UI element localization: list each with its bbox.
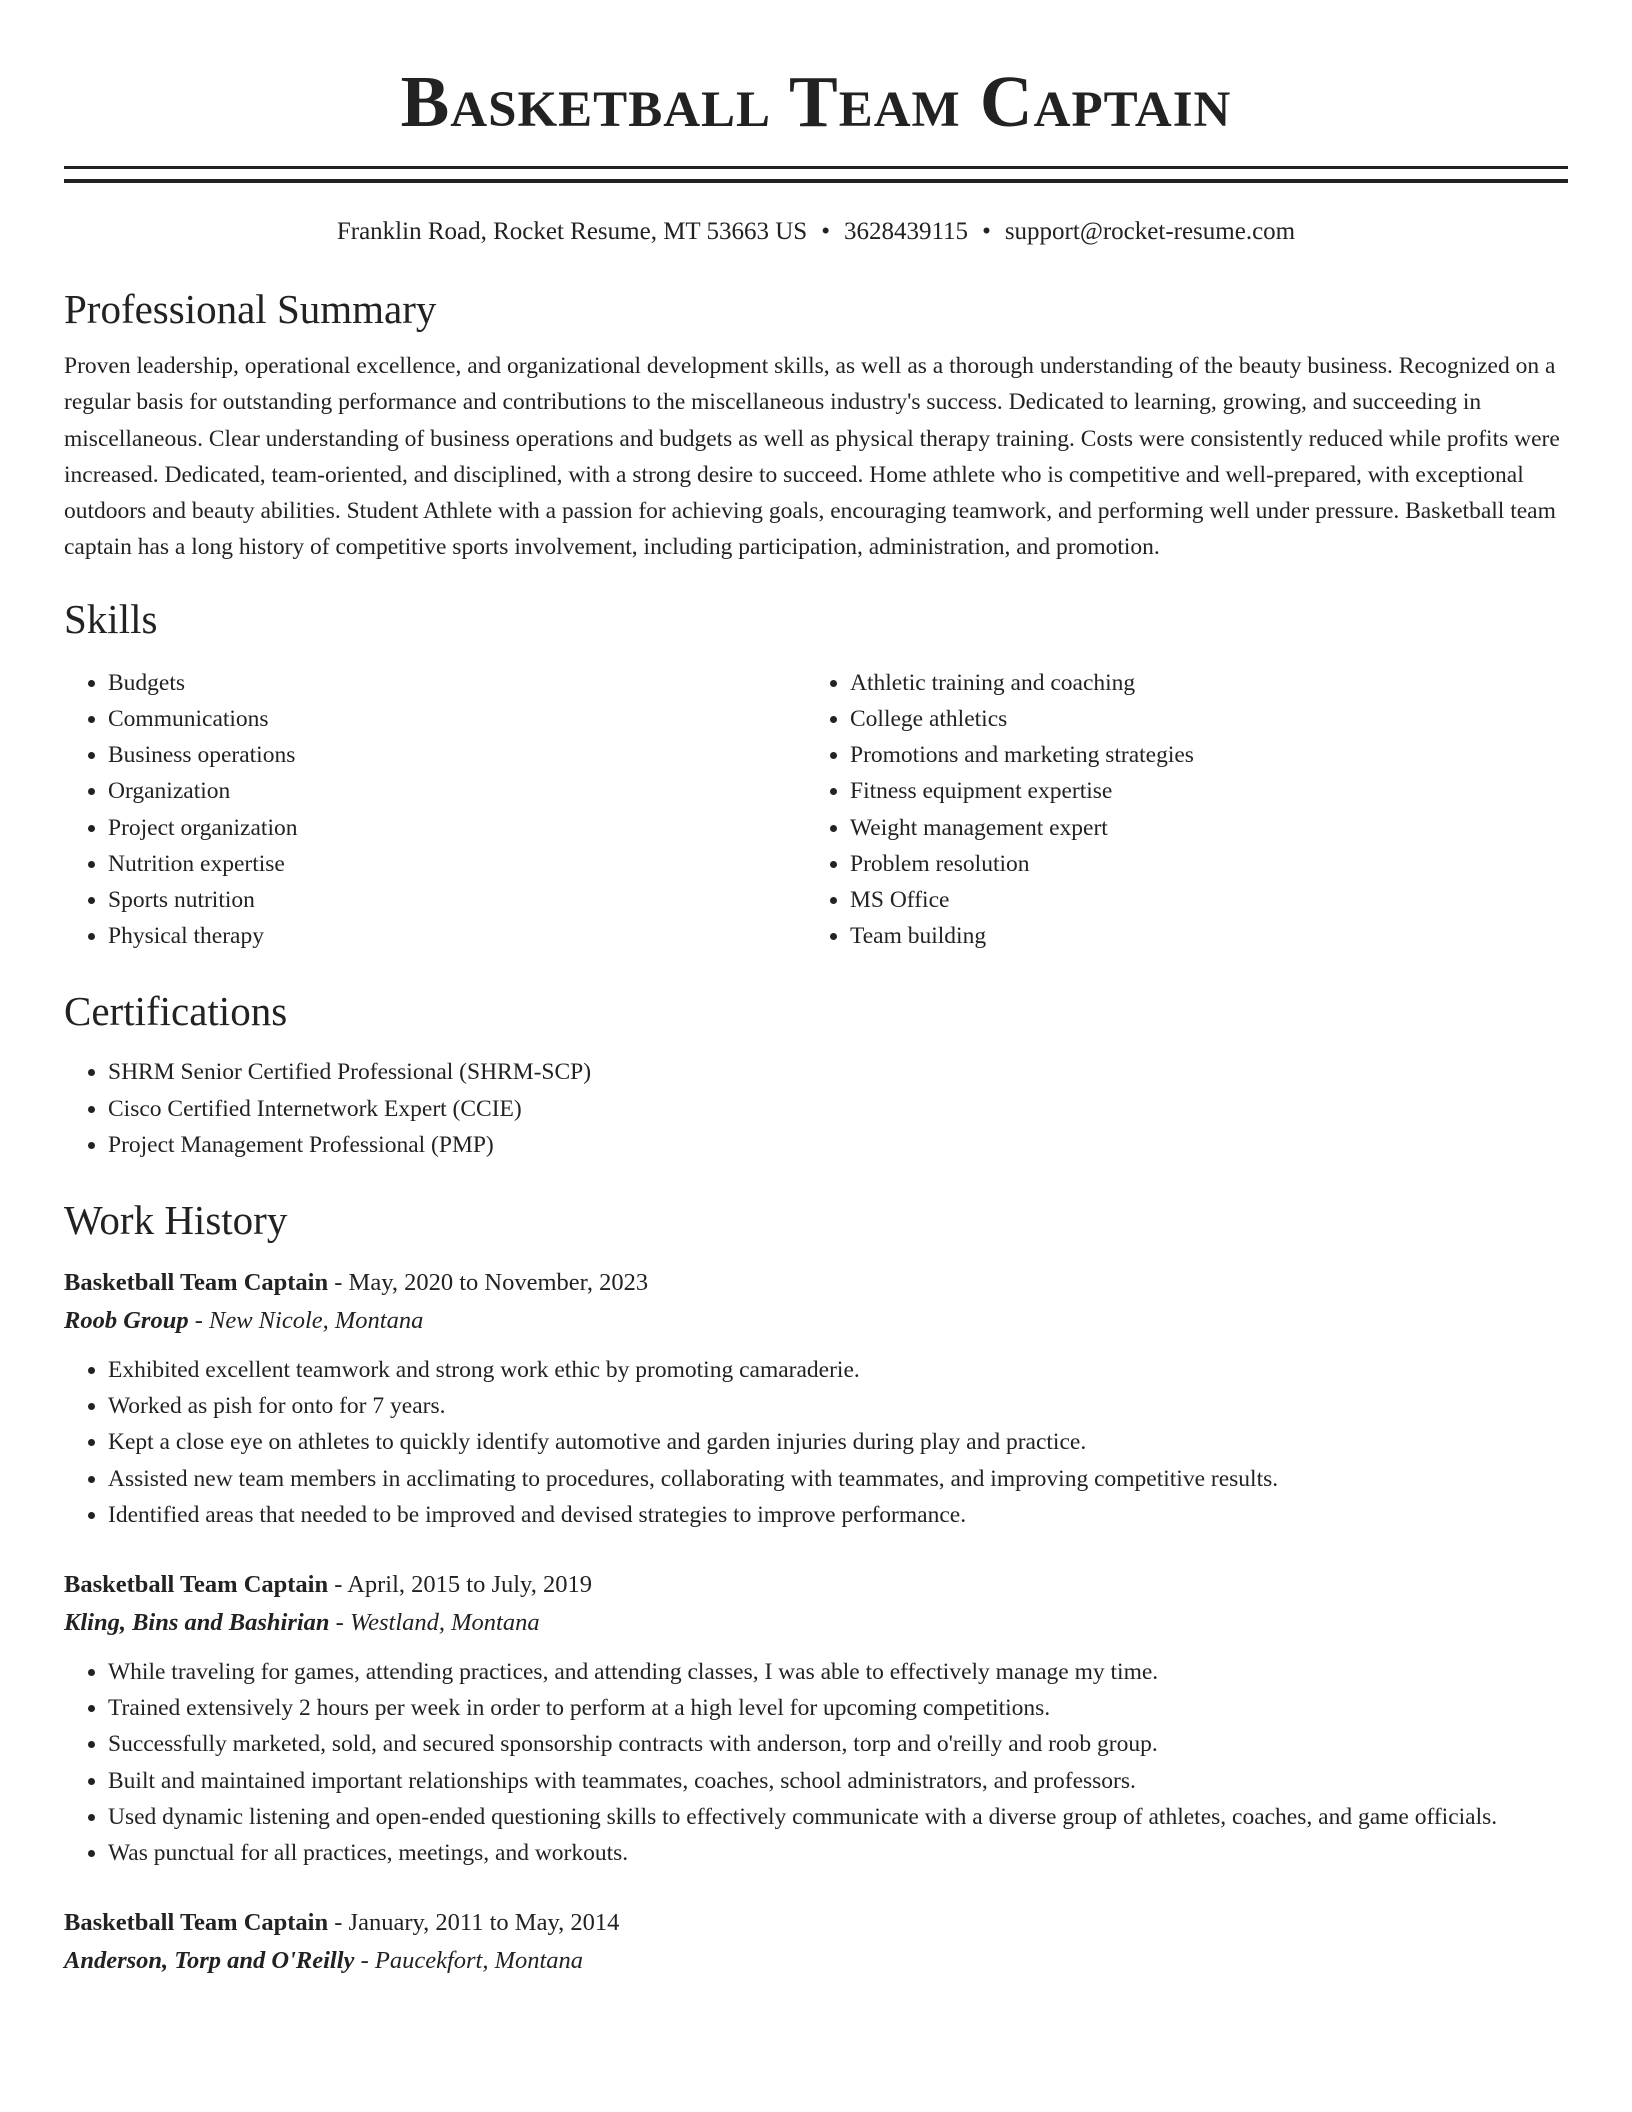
job-company: Anderson, Torp and O'Reilly (64, 1947, 355, 1975)
section-title-summary: Professional Summary (64, 286, 437, 332)
skills-columns (64, 665, 1568, 955)
summary-text: Proven leadership, operational excellence, and organizational development skills, as well as a thorough understanding of the beauty business. Recognized on a regular basis for outstanding performance and contributions to the miscellaneous industry's success. Dedicated to learning, growing, and succeeding in miscellaneous. Clear understanding of business operations and budgets as well as physical therapy training. Costs were consistently reduced while profits were increased. Dedicated, team-oriented, and disciplined, with a strong desire to succeed. Home athlete who is competitive and well-prepared, with exceptional outdoors and beauty abilities. Student Athlete with a passion for achieving goals, encouraging teamwork, and performing well under pressure. Basketball team captain has a long history of competitive sports involvement, including participation, administration, and promotion. (64, 353, 1560, 561)
job-bullet: • Identified areas that needed to be improved and devised strategies to improve performance. (108, 1497, 1568, 1533)
skill-item: • Sports nutrition (108, 882, 806, 918)
skill-item: • Communications (108, 701, 806, 737)
job-dash: - (188, 1307, 209, 1335)
job-bullet: • Exhibited excellent teamwork and strong work ethic by promoting camaraderie. (108, 1352, 1568, 1388)
section-title-certifications: Certifications (64, 988, 288, 1035)
skill-item: • Problem resolution (850, 846, 1568, 882)
job-bullet: • Assisted new team members in acclimating to procedures, collaborating with teammates, and improving competitive results. (108, 1461, 1568, 1497)
job-dates: January, 2011 to May, 2014 (348, 1909, 620, 1937)
job-dash: - (354, 1947, 375, 1975)
skill-item: • Business operations (108, 737, 806, 773)
resume-name: Basketball Team Captain (400, 61, 1232, 142)
skills-right-list (806, 665, 1568, 955)
job-dates: May, 2020 to November, 2023 (348, 1269, 649, 1297)
section-title-skills: Skills (64, 595, 158, 642)
skill-item: • Budgets (108, 665, 806, 701)
job-dash: - (328, 1571, 348, 1599)
certification-item: • Cisco Certified Internetwork Expert (CCIE) (108, 1091, 1568, 1127)
job-bullet: • Used dynamic listening and open-ended questioning skills to effectively communicate with a diverse group of athletes, coaches, and game officials. (108, 1799, 1568, 1835)
resume-page (64, 0, 1568, 1980)
skill-item: • MS Office (850, 882, 1568, 918)
job-dash: - (328, 1269, 349, 1297)
job-entry (64, 1264, 1568, 1533)
skill-item: • Promotions and marketing strategies (850, 737, 1568, 773)
contact-separator: • (982, 218, 991, 245)
job-bullet: • Worked as pish for onto for 7 years. (108, 1388, 1568, 1424)
certification-item: • SHRM Senior Certified Professional (SHRM-SCP) (108, 1054, 1568, 1090)
job-dash: - (328, 1909, 349, 1937)
job-title-line (64, 1264, 1568, 1302)
job-company-line (64, 1942, 1568, 1980)
contact-address: Franklin Road, Rocket Resume, MT 53663 US (336, 218, 808, 245)
job-dash: - (329, 1609, 350, 1637)
job-bullet: • Kept a close eye on athletes to quickly identify automotive and garden injuries during play and practice. (108, 1424, 1568, 1460)
job-bullet: • While traveling for games, attending practices, and attending classes, I was able to effectively manage my time. (108, 1654, 1568, 1690)
job-title-line (64, 1904, 1568, 1942)
skill-item: • Physical therapy (108, 918, 806, 954)
skill-item: • Weight management expert (850, 810, 1568, 846)
job-bullets (64, 1352, 1568, 1533)
job-location: New Nicole, Montana (209, 1307, 424, 1335)
job-bullet: • Trained extensively 2 hours per week in order to perform at a high level for upcoming competitions. (108, 1690, 1568, 1726)
job-entry (64, 1904, 1568, 1980)
header-double-rule (64, 166, 1568, 183)
skills-left-list (64, 665, 806, 955)
job-company-line (64, 1604, 1568, 1642)
skill-item: • College athletics (850, 701, 1568, 737)
skill-item: • Nutrition expertise (108, 846, 806, 882)
job-bullet: • Was punctual for all practices, meetings, and workouts. (108, 1835, 1568, 1871)
skill-item: • Team building (850, 918, 1568, 954)
contact-email: support@rocket-resume.com (1004, 218, 1296, 245)
job-bullet: • Built and maintained important relationships with teammates, coaches, school administrators, and professors. (108, 1763, 1568, 1799)
certification-item: • Project Management Professional (PMP) (108, 1127, 1568, 1163)
job-bullets (64, 1654, 1568, 1871)
job-role: Basketball Team Captain (64, 1571, 329, 1599)
skill-item: • Fitness equipment expertise (850, 773, 1568, 809)
job-dates: April, 2015 to July, 2019 (347, 1571, 592, 1599)
job-company: Kling, Bins and Bashirian (64, 1609, 330, 1637)
job-title-line (64, 1566, 1568, 1604)
job-company-line (64, 1302, 1568, 1340)
skill-item: • Project organization (108, 810, 806, 846)
section-title-work-history: Work History (64, 1197, 288, 1244)
job-bullet: • Successfully marketed, sold, and secured sponsorship contracts with anderson, torp and o'reilly and roob group. (108, 1726, 1568, 1762)
contact-line (64, 214, 1568, 250)
job-company: Roob Group (64, 1307, 189, 1335)
job-role: Basketball Team Captain (64, 1909, 329, 1937)
skill-item: • Athletic training and coaching (850, 665, 1568, 701)
contact-separator: • (821, 218, 830, 245)
contact-phone: 3628439115 (843, 218, 969, 245)
job-location: Paucekfort, Montana (374, 1947, 584, 1975)
job-entry (64, 1566, 1568, 1871)
job-role: Basketball Team Captain (64, 1269, 329, 1297)
job-location: Westland, Montana (349, 1609, 540, 1637)
certifications-list (64, 1054, 1568, 1163)
skill-item: • Organization (108, 773, 806, 809)
